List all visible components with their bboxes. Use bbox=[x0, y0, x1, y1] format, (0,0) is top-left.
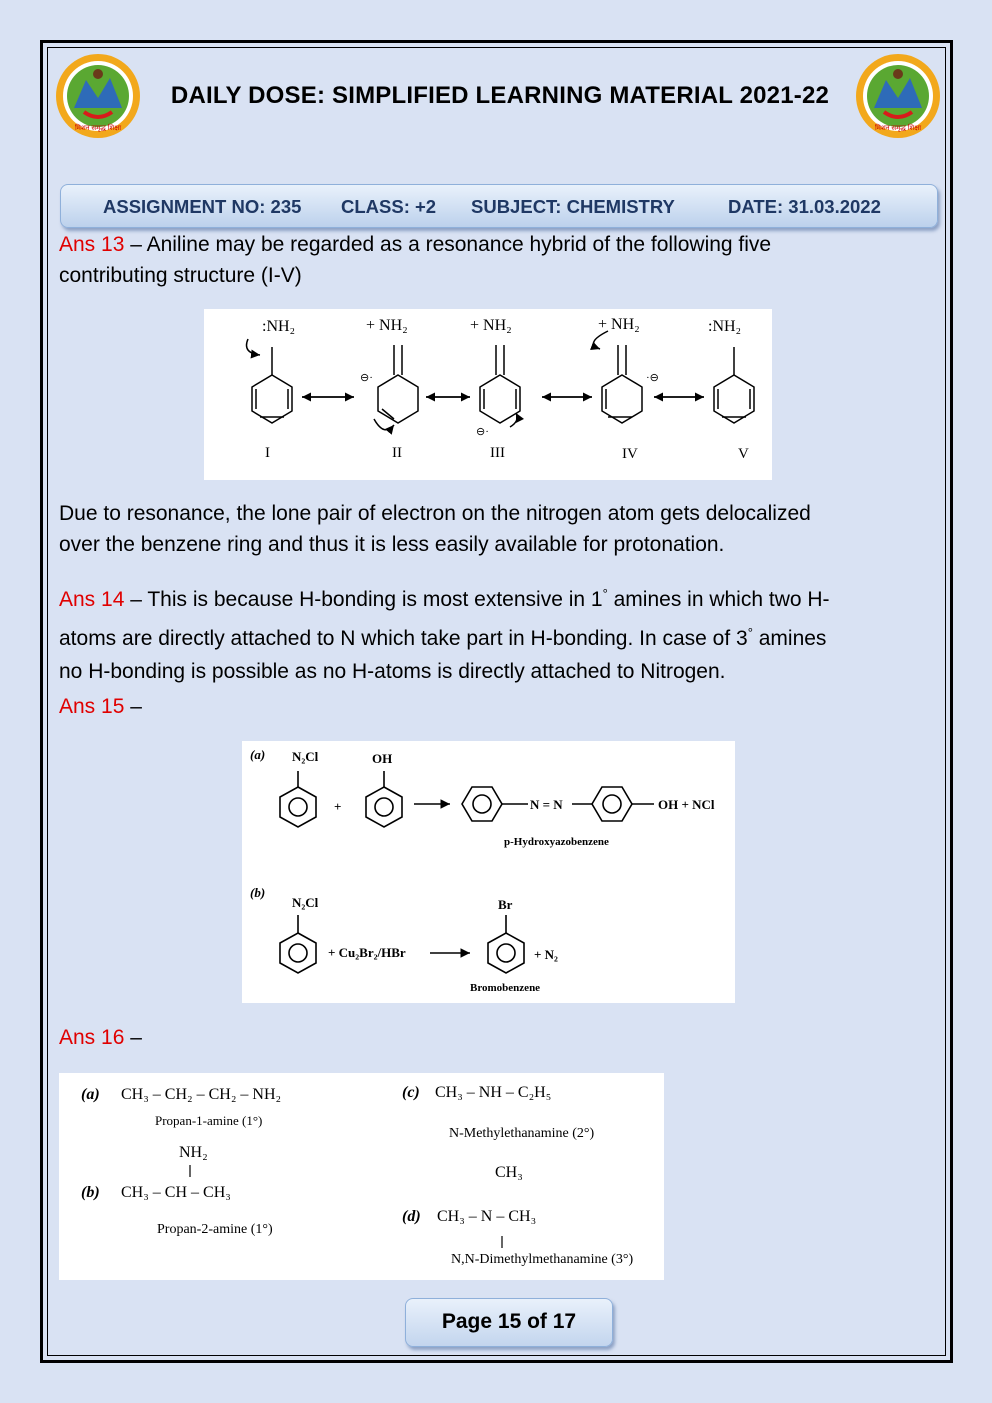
ans13-text-line2: contributing structure (I-V) bbox=[59, 264, 302, 287]
structure-numeral-1: I bbox=[265, 445, 270, 461]
ans14-line2-end: amines bbox=[752, 627, 827, 650]
aniline-resonance-figure bbox=[204, 309, 772, 480]
date-label: DATE: 31.03.2022 bbox=[728, 196, 881, 217]
ans14-line3: no H-bonding is possible as no H-atoms is directly attached to Nitrogen. bbox=[59, 660, 726, 683]
amine-b-name: Propan-2-amine (1°) bbox=[157, 1222, 273, 1237]
amine-d-top: CH₃ bbox=[495, 1164, 523, 1181]
assignment-info-bar bbox=[60, 184, 938, 228]
structure-label-2: + NH₂ bbox=[366, 317, 408, 334]
azo-group: N = N bbox=[530, 797, 563, 812]
document-title: DAILY DOSE: SIMPLIFIED LEARNING MATERIAL 2021-22 bbox=[170, 82, 830, 109]
amine-b-label: (b) bbox=[81, 1184, 100, 1201]
structure-numeral-3: III bbox=[490, 445, 505, 461]
amine-a-name: Propan-1-amine (1°) bbox=[155, 1113, 263, 1128]
page-number: Page 15 of 17 bbox=[405, 1298, 613, 1347]
plus-sign: + bbox=[334, 799, 342, 814]
ans13-explain-line2: over the benzene ring and thus it is less easily available for protonation. bbox=[59, 533, 725, 556]
reaction-b-byproduct: + N₂ bbox=[534, 947, 558, 962]
amine-d-label: (d) bbox=[402, 1208, 421, 1225]
reaction-b-label: (b) bbox=[250, 885, 266, 900]
ans13-paragraph bbox=[59, 229, 771, 291]
reaction-b-reagent: + Cu₂Br₂/HBr bbox=[328, 945, 406, 960]
svg-text:मिशन समृद्ध शिक्षा: मिशन समृद्ध शिक्षा bbox=[74, 124, 122, 132]
structure-label-3: + NH₂ bbox=[470, 317, 512, 334]
reaction-a-product-tail: OH + NCl bbox=[658, 797, 715, 812]
subject-label: SUBJECT: CHEMISTRY bbox=[471, 196, 675, 217]
ans14-line1-end: amines in which two H- bbox=[607, 588, 830, 611]
ans13-explain-line1: Due to resonance, the lone pair of electron on the nitrogen atom gets delocalized bbox=[59, 502, 811, 525]
ans14-line1: – This is because H-bonding is most extensive in 1 bbox=[124, 588, 603, 611]
reaction-b-bromo: Br bbox=[498, 897, 513, 912]
svg-text:⊖·: ⊖· bbox=[360, 372, 373, 384]
structure-numeral-2: II bbox=[392, 445, 402, 461]
ans13-text-line1: – Aniline may be regarded as a resonance hybrid of the following five bbox=[124, 233, 772, 256]
ans14-line2: atoms are directly attached to N which take part in H-bonding. In case of 3 bbox=[59, 627, 748, 650]
amine-b-formula: CH₃ – CH – CH₃ bbox=[121, 1184, 231, 1201]
class-label: CLASS: +2 bbox=[341, 196, 437, 217]
assignment-number: ASSIGNMENT NO: 235 bbox=[103, 196, 302, 217]
ans15-heading bbox=[59, 691, 142, 722]
degree-superscript: ° bbox=[747, 625, 753, 640]
mission-logo-left bbox=[54, 52, 142, 140]
degree-superscript: ° bbox=[602, 586, 608, 601]
structure-label-5: :NH₂ bbox=[708, 318, 742, 335]
amine-c-formula: CH₃ – NH – C₂H₅ bbox=[435, 1084, 552, 1101]
bromobenzene-label: Bromobenzene bbox=[470, 982, 541, 994]
ans16-heading bbox=[59, 1022, 142, 1053]
svg-text:·⊖: ·⊖ bbox=[646, 372, 659, 384]
ans15-label: Ans 15 bbox=[59, 695, 125, 718]
p-hydroxyazobenzene-label: p-Hydroxyazobenzene bbox=[504, 836, 609, 848]
amine-b-top: NH₂ bbox=[179, 1144, 208, 1161]
svg-text:⊖·: ⊖· bbox=[476, 426, 489, 438]
ans16-dash: – bbox=[124, 1026, 142, 1049]
ans15-dash: – bbox=[124, 695, 142, 718]
amine-d-name: N,N-Dimethylmethanamine (3°) bbox=[451, 1252, 634, 1267]
svg-text:मिशन समृद्ध शिक्षा: मिशन समृद्ध शिक्षा bbox=[874, 124, 922, 132]
ans13-explanation bbox=[59, 498, 811, 560]
amine-c-label: (c) bbox=[402, 1084, 420, 1101]
reaction-a-reactant2: OH bbox=[372, 751, 393, 766]
reaction-b-reactant: N₂Cl bbox=[292, 895, 319, 910]
ans14-label: Ans 14 bbox=[59, 588, 125, 611]
amine-d-formula: CH₃ – N – CH₃ bbox=[437, 1208, 537, 1225]
mission-logo-right bbox=[854, 52, 942, 140]
amine-structures-figure bbox=[59, 1073, 664, 1280]
ans14-paragraph bbox=[59, 577, 830, 688]
amine-a-label: (a) bbox=[81, 1086, 100, 1103]
ans16-label: Ans 16 bbox=[59, 1026, 125, 1049]
ans13-label: Ans 13 bbox=[59, 233, 125, 256]
structure-label-4: + NH₂ bbox=[598, 316, 640, 333]
reaction-a-label: (a) bbox=[250, 747, 266, 762]
diazonium-reactions-figure bbox=[242, 741, 735, 1003]
structure-label-1: :NH₂ bbox=[262, 318, 296, 335]
structure-numeral-5: V bbox=[738, 446, 749, 462]
amine-a-formula: CH₃ – CH₂ – CH₂ – NH₂ bbox=[121, 1086, 282, 1103]
structure-numeral-4: IV bbox=[622, 446, 638, 462]
reaction-a-reactant1: N₂Cl bbox=[292, 749, 319, 764]
amine-c-name: N-Methylethanamine (2°) bbox=[449, 1126, 595, 1141]
